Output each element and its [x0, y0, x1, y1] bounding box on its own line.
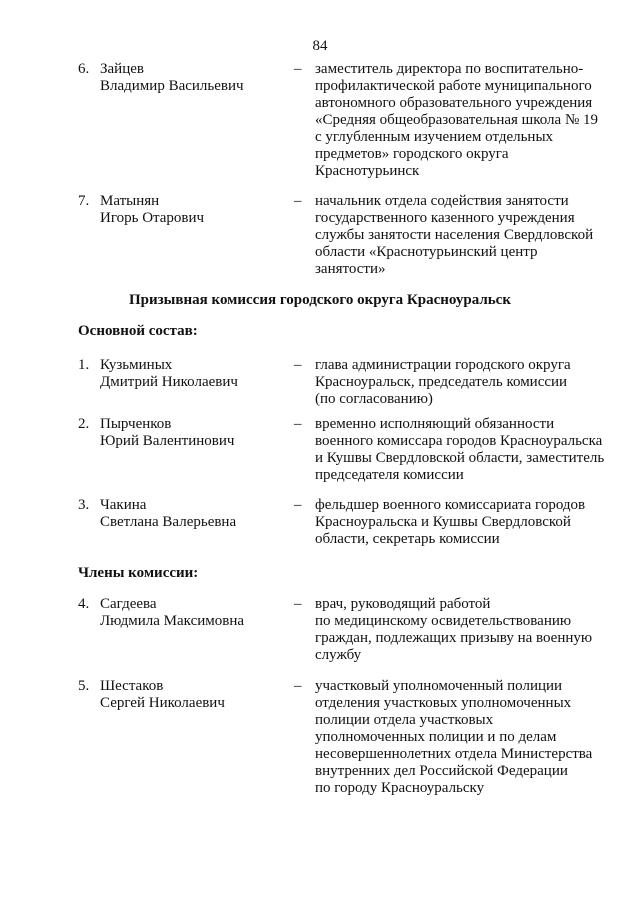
description-line: глава администрации городского округа	[315, 357, 571, 373]
surname: Шестаков	[100, 678, 164, 694]
description-line: Краснотурьинск	[315, 163, 420, 179]
item-number: 4.	[78, 596, 90, 612]
page-number: 84	[312, 38, 328, 54]
description-line: временно исполняющий обязанности	[315, 416, 555, 432]
person-name	[100, 596, 290, 630]
dash: –	[294, 416, 302, 432]
item-number: 2.	[78, 416, 90, 432]
person-name	[100, 357, 290, 391]
given-names: Дмитрий Николаевич	[100, 374, 238, 390]
description-line: отделения участковых уполномоченных	[315, 695, 572, 711]
description-line: автономного образовательного учреждения	[315, 95, 593, 111]
item-number: 6.	[78, 61, 90, 77]
description-line: фельдшер военного комиссариата городов	[315, 497, 586, 513]
description-line: предметов» городского округа	[315, 146, 509, 162]
dash: –	[294, 596, 302, 612]
description-line: врач, руководящий работой	[315, 596, 491, 612]
description-line: занятости»	[315, 261, 386, 277]
person-name	[100, 61, 290, 95]
person-name	[100, 416, 290, 450]
description-line: председателя комиссии	[315, 467, 464, 483]
description-line: по медицинскому освидетельствованию	[315, 613, 572, 629]
description-line: с углубленным изучением отдельных	[315, 129, 554, 145]
description-line: и Кушвы Свердловской области, заместитель	[315, 450, 605, 466]
description-line: полиции отдела участковых	[315, 712, 494, 728]
description-line: по городу Красноуральску	[315, 780, 485, 796]
given-names: Светлана Валерьевна	[100, 514, 237, 530]
description-line: (по согласованию)	[315, 391, 433, 407]
members-heading: Члены комиссии:	[78, 565, 199, 581]
position-description	[315, 357, 625, 408]
list-item	[78, 416, 618, 486]
main-composition-heading: Основной состав:	[78, 323, 198, 339]
description-line: начальник отдела содействия занятости	[315, 193, 569, 209]
description-line: государственного казенного учреждения	[315, 210, 575, 226]
item-number: 7.	[78, 193, 90, 209]
dash: –	[294, 678, 302, 694]
dash: –	[294, 357, 302, 373]
description-line: профилактической работе муниципального	[315, 78, 592, 94]
description-line: участковый уполномоченный полиции	[315, 678, 563, 694]
given-names: Людмила Максимовна	[100, 613, 245, 629]
position-description	[315, 678, 625, 797]
position-description	[315, 596, 625, 664]
dash: –	[294, 61, 302, 77]
description-line: службы занятости населения Свердловской	[315, 227, 594, 243]
person-name	[100, 193, 290, 227]
list-item	[78, 497, 618, 549]
description-line: несовершеннолетних отдела Министерства	[315, 746, 593, 762]
person-name	[100, 497, 290, 531]
surname: Зайцев	[100, 61, 144, 77]
item-number: 5.	[78, 678, 90, 694]
dash: –	[294, 193, 302, 209]
description-line: внутренних дел Российской Федерации	[315, 763, 568, 779]
surname: Чакина	[100, 497, 147, 513]
description-line: службу	[315, 647, 362, 663]
position-description	[315, 497, 625, 548]
description-line: области «Краснотурьинский центр	[315, 244, 538, 260]
description-line: Красноуральск, председатель комиссии	[315, 374, 568, 390]
surname: Пырченков	[100, 416, 172, 432]
description-line: заместитель директора по воспитательно-	[315, 61, 584, 77]
surname: Сагдеева	[100, 596, 157, 612]
description-line: области, секретарь комиссии	[315, 531, 500, 547]
item-number: 1.	[78, 357, 90, 373]
description-line: «Средняя общеобразовательная школа № 19	[315, 112, 599, 128]
list-item	[78, 61, 618, 181]
list-item	[78, 357, 618, 409]
description-line: граждан, подлежащих призыву на военную	[315, 630, 593, 646]
section-title: Призывная комиссия городского округа Красноуральск	[129, 292, 511, 308]
description-line: Красноуральска и Кушвы Свердловской	[315, 514, 571, 530]
description-line: уполномоченных полиции и по делам	[315, 729, 557, 745]
list-item	[78, 678, 618, 798]
list-item	[78, 596, 618, 666]
position-description	[315, 193, 625, 278]
position-description	[315, 416, 625, 484]
given-names: Юрий Валентинович	[100, 433, 235, 449]
surname: Матынян	[100, 193, 160, 209]
position-description	[315, 61, 625, 180]
person-name	[100, 678, 290, 712]
item-number: 3.	[78, 497, 90, 513]
given-names: Игорь Отарович	[100, 210, 205, 226]
surname: Кузьминых	[100, 357, 173, 373]
list-item	[78, 193, 618, 279]
given-names: Сергей Николаевич	[100, 695, 225, 711]
dash: –	[294, 497, 302, 513]
given-names: Владимир Васильевич	[100, 78, 244, 94]
description-line: военного комиссара городов Красноуральска	[315, 433, 603, 449]
